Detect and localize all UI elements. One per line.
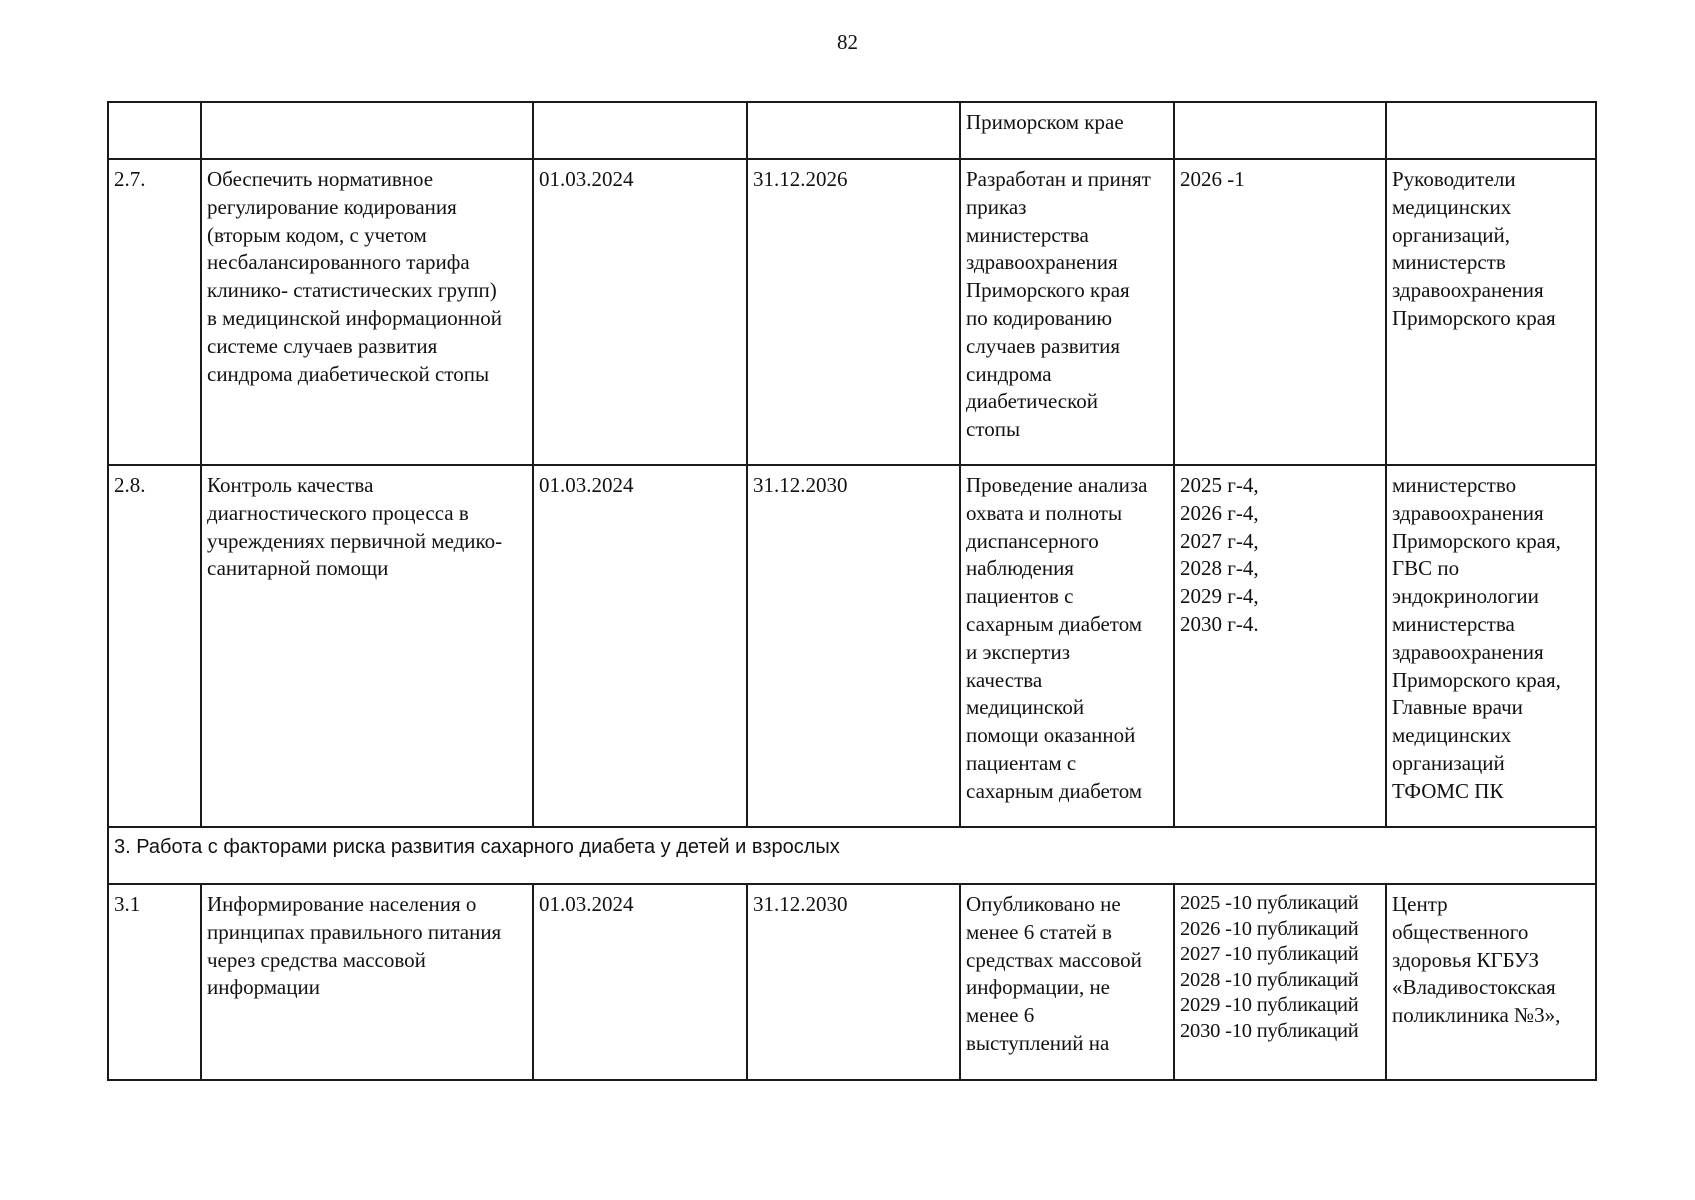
measure-cell: Обеспечить нормативное регулирование кодирования (вторым кодом, с учетом несбалансированного тарифа клинико- статистических групп) в медицинской информационной системе случаев развития синдрома диабетической стопы bbox=[201, 159, 533, 465]
table-row bbox=[108, 159, 1596, 465]
responsible-cell bbox=[1386, 102, 1596, 159]
end-date-cell: 31.12.2030 bbox=[747, 465, 960, 827]
start-date-cell: 01.03.2024 bbox=[533, 465, 747, 827]
measure-cell: Контроль качества диагностического процесса в учреждениях первичной медико- санитарной помощи bbox=[201, 465, 533, 827]
table-row bbox=[108, 102, 1596, 159]
start-date-cell: 01.03.2024 bbox=[533, 159, 747, 465]
table-row bbox=[108, 465, 1596, 827]
result-cell: Разработан и принят приказ министерства здравоохранения Приморского края по кодированию случаев развития синдрома диабетической стопы bbox=[960, 159, 1174, 465]
end-date-cell: 31.12.2026 bbox=[747, 159, 960, 465]
item-number-cell: 3.1 bbox=[108, 884, 201, 1080]
indicator-cell: 2025 -10 публикаций 2026 -10 публикаций 2027 -10 публикаций 2028 -10 публикаций 2029 -10 публикаций 2030 -10 публикаций bbox=[1174, 884, 1386, 1080]
responsible-cell: Руководители медицинских организаций, министерств здравоохранения Приморского края bbox=[1386, 159, 1596, 465]
indicator-cell: 2025 г-4, 2026 г-4, 2027 г-4, 2028 г-4, 2029 г-4, 2030 г-4. bbox=[1174, 465, 1386, 827]
end-date-cell bbox=[747, 102, 960, 159]
section-title: 3. Работа с факторами риска развития сахарного диабета у детей и взрослых bbox=[108, 827, 1596, 884]
result-cell: Проведение анализа охвата и полноты диспансерного наблюдения пациентов с сахарным диабетом и экспертиз качества медицинской помощи оказанной пациентам с сахарным диабетом bbox=[960, 465, 1174, 827]
start-date-cell bbox=[533, 102, 747, 159]
item-number-cell: 2.8. bbox=[108, 465, 201, 827]
responsible-cell: Центр общественного здоровья КГБУЗ «Владивостокская поликлиника №3», bbox=[1386, 884, 1596, 1080]
page-number: 82 bbox=[837, 30, 858, 54]
result-cell: Опубликовано не менее 6 статей в средствах массовой информации, не менее 6 выступлений на bbox=[960, 884, 1174, 1080]
indicator-cell: 2026 -1 bbox=[1174, 159, 1386, 465]
end-date-cell: 31.12.2030 bbox=[747, 884, 960, 1080]
responsible-cell: министерство здравоохранения Приморского края, ГВС по эндокринологии министерства здравоохранения Приморского края, Главные врачи медицинских организаций ТФОМС ПК bbox=[1386, 465, 1596, 827]
result-cell: Приморском крае bbox=[960, 102, 1174, 159]
item-number-cell bbox=[108, 102, 201, 159]
indicator-cell bbox=[1174, 102, 1386, 159]
measure-cell bbox=[201, 102, 533, 159]
item-number-cell: 2.7. bbox=[108, 159, 201, 465]
start-date-cell: 01.03.2024 bbox=[533, 884, 747, 1080]
section-row bbox=[108, 827, 1596, 884]
plan-table bbox=[107, 101, 1597, 1081]
measure-cell: Информирование населения о принципах правильного питания через средства массовой информации bbox=[201, 884, 533, 1080]
table-row bbox=[108, 884, 1596, 1080]
